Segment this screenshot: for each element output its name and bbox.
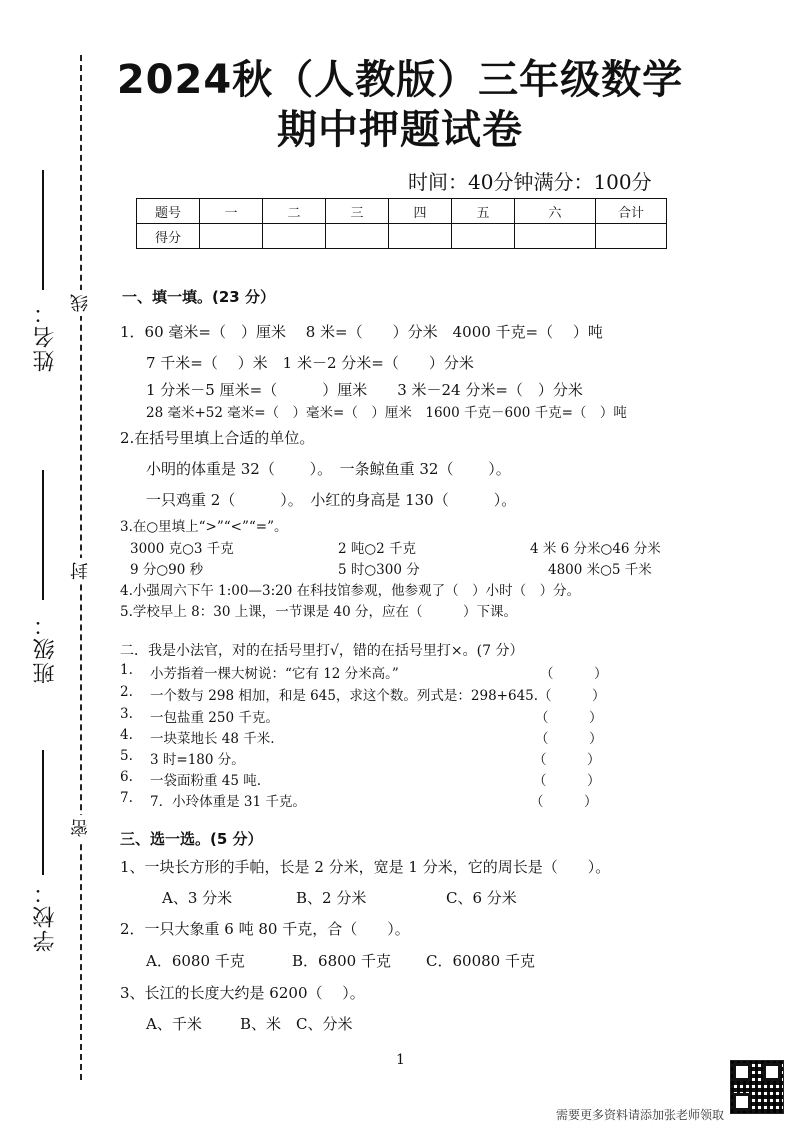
title-line-1: 2024秋（人教版）三年级数学	[116, 57, 684, 103]
s2-paren-5[interactable]: （ ）	[533, 752, 601, 768]
score-table-header-row	[137, 199, 667, 224]
s1-q1-line3: 1 分米－5 厘米=（ ）厘米 3 米－24 分米=（ ）分米	[146, 381, 583, 399]
title-line-2: 期中押题试卷	[277, 107, 523, 153]
cut-word-feng: 封	[68, 558, 94, 584]
s2-paren-3[interactable]: （ ）	[535, 710, 603, 726]
score-table-score-row	[137, 224, 667, 249]
s3-q3-opt-c[interactable]: C、分米	[296, 1015, 353, 1033]
qr-code-icon	[730, 1060, 784, 1114]
table-cell: 合计	[596, 199, 667, 224]
s2-text-6: 一袋面粉重 45 吨.	[150, 773, 262, 789]
s1-q1-line4: 28 毫米+52 毫米=（ ）毫米=（ ）厘米 1600 千克－600 千克=（ ）吨	[146, 405, 627, 421]
score-cell[interactable]	[326, 224, 389, 249]
s3-q3-opt-b[interactable]: B、米	[240, 1015, 282, 1033]
s3-q2: 2．一只大象重 6 吨 80 千克，合（ ）。	[120, 920, 410, 938]
s1-q2-line1: 小明的体重是 32（ ）。 一条鲸鱼重 32（ ）。	[146, 460, 511, 478]
s3-q2-opt-c[interactable]: C．60080 千克	[426, 952, 535, 970]
s3-q1-opt-c[interactable]: C、6 分米	[446, 889, 517, 907]
s1-q4: 4.小强周六下午 1:00—3:20 在科技馆参观，他参观了（ ）小时（ ）分。	[120, 583, 581, 599]
score-table	[136, 198, 667, 249]
s2-num-1: 1.	[120, 662, 133, 678]
s3-q3-opt-a[interactable]: A、千米	[146, 1015, 202, 1033]
s1-q2-line2: 一只鸡重 2（ ）。 小红的身高是 130（ ）。	[146, 491, 517, 509]
score-cell[interactable]	[389, 224, 452, 249]
school-blank[interactable]	[42, 750, 44, 875]
table-cell: 一	[200, 199, 263, 224]
s1-q3-r1-b: 2 吨○2 千克	[338, 541, 417, 557]
s2-paren-2[interactable]: （ ）	[538, 688, 606, 704]
s2-paren-4[interactable]: （ ）	[535, 731, 603, 747]
s1-q3-r1-a: 3000 克○3 千克	[130, 541, 234, 557]
s3-q1-opt-a[interactable]: A、3 分米	[162, 889, 233, 907]
table-cell: 二	[263, 199, 326, 224]
section3-heading: 三、选一选。(5 分）	[120, 830, 263, 848]
s3-q1: 1、一块长方形的手帕，长是 2 分米，宽是 1 分米，它的周长是（ ）。	[120, 858, 611, 876]
name-label: 姓名：	[33, 300, 58, 372]
s2-num-3: 3.	[120, 706, 133, 722]
s2-text-7: 7．小玲体重是 31 千克。	[150, 794, 306, 810]
s2-paren-6[interactable]: （ ）	[533, 773, 601, 789]
s2-text-3: 一包盐重 250 千克。	[150, 710, 279, 726]
s3-q2-opt-b[interactable]: B．6800 千克	[292, 952, 391, 970]
s2-text-4: 一块菜地长 48 千米.	[150, 731, 275, 747]
s3-q3: 3、长江的长度大约是 6200（ ）。	[120, 984, 365, 1002]
s1-q1-line1: 1．60 毫米=（ ）厘米 8 米=（ ）分米 4000 千克=（ ）吨	[120, 323, 603, 341]
time-info: 时间：40分钟满分：100分	[408, 170, 652, 194]
table-cell: 得分	[137, 224, 200, 249]
s2-num-2: 2.	[120, 684, 133, 700]
s2-text-2: 一个数与 298 相加，和是 645，求这个数。列式是：298+645.	[150, 688, 539, 704]
class-label: 班级：	[33, 612, 58, 684]
table-cell: 五	[452, 199, 515, 224]
s2-num-4: 4.	[120, 727, 133, 743]
s2-num-5: 5.	[120, 748, 133, 764]
s1-q3-title: 3.在○里填上“>”“<”“=”。	[120, 519, 288, 535]
s2-text-1: 小芳指着一棵大树说：“它有 12 分米高。”	[150, 666, 399, 682]
score-cell[interactable]	[452, 224, 515, 249]
s2-paren-7[interactable]: （ ）	[530, 794, 598, 810]
s1-q3-r2-c: 4800 米○5 千米	[548, 562, 652, 578]
footer-text: 需要更多资料请添加张老师领取	[556, 1108, 725, 1122]
table-cell: 题号	[137, 199, 200, 224]
s1-q5: 5.学校早上 8：30 上课，一节课是 40 分，应在（ ）下课。	[120, 604, 517, 620]
s2-num-7: 7.	[120, 790, 133, 806]
s1-q3-r1-c: 4 米 6 分米○46 分米	[530, 541, 661, 557]
cut-word-xian: 线	[68, 290, 94, 316]
s1-q3-r2-b: 5 时○300 分	[338, 562, 420, 578]
s3-q2-opt-a[interactable]: A．6080 千克	[146, 952, 245, 970]
section2-heading: 二．我是小法官，对的在括号里打√，错的在括号里打×。(7 分）	[120, 643, 524, 659]
school-label: 学校：	[33, 880, 58, 952]
page-number: 1	[396, 1052, 405, 1068]
s1-q1-line2: 7 千米=（ ）米 1 米－2 分米=（ ）分米	[146, 354, 474, 372]
section1-heading: 一、填一填。(23 分）	[122, 288, 275, 306]
cut-word-mi: 密	[68, 815, 94, 841]
score-cell[interactable]	[515, 224, 596, 249]
table-cell: 三	[326, 199, 389, 224]
s2-num-6: 6.	[120, 769, 133, 785]
name-blank[interactable]	[42, 170, 44, 290]
class-blank[interactable]	[42, 470, 44, 600]
score-cell[interactable]	[596, 224, 667, 249]
score-cell[interactable]	[200, 224, 263, 249]
table-cell: 四	[389, 199, 452, 224]
s1-q3-r2-a: 9 分○90 秒	[130, 562, 204, 578]
score-cell[interactable]	[263, 224, 326, 249]
s2-paren-1[interactable]: （ ）	[540, 666, 608, 682]
s3-q1-opt-b[interactable]: B、2 分米	[296, 889, 367, 907]
s1-q2-title: 2.在括号里填上合适的单位。	[120, 429, 315, 447]
s2-text-5: 3 时=180 分。	[150, 752, 245, 768]
table-cell: 六	[515, 199, 596, 224]
